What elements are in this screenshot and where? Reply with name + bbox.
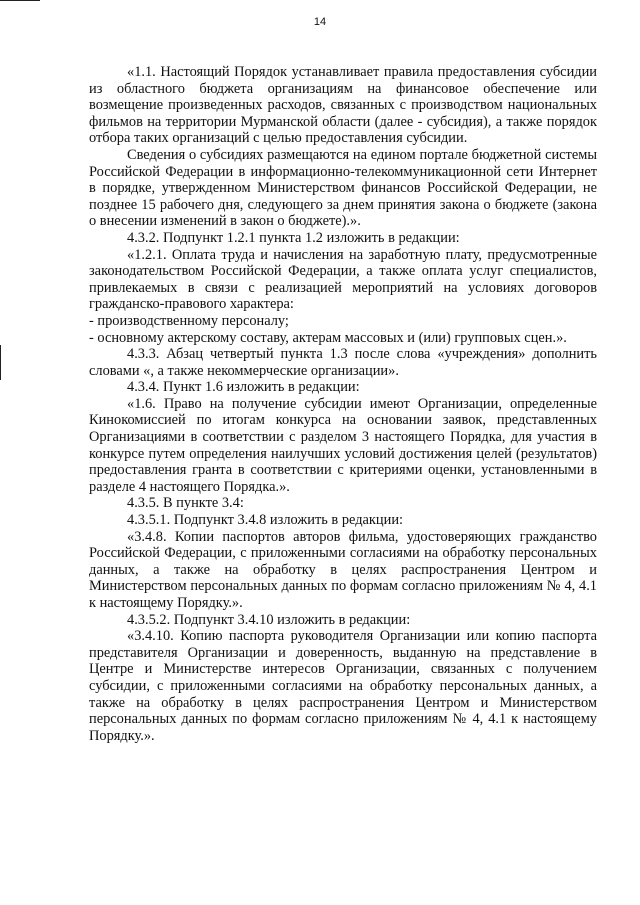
- paragraph-4-3-4: 4.3.4. Пункт 1.6 изложить в редакции:: [127, 379, 360, 396]
- paragraph-4-3-2: 4.3.2. Подпункт 1.2.1 пункта 1.2 изложить в редакции:: [127, 229, 460, 246]
- paragraph-subsidy-info: Сведения о субсидиях размещаются на едином портале бюджетной системы Российской Федерации в информационно-телекоммуникационной сети Интернет в порядке, утвержденном Министерством финансов Российской Федерации, не позднее 15 рабочего дня, следующего за днем принятия закона о бюджете (закона о внесении изменений в закон о бюджете).».: [89, 146, 597, 230]
- paragraph-1-6: «1.6. Право на получение субсидии имеют Организации, определенные Кинокомиссией по итогам конкурса на основании заявок, представленных Организациями в соответствии с разделом 3 настоящего Порядка, для участия в конкурсе путем определения наилучших условий достижения целей (результатов) предоставления гранта в соответствии с критериями оценки, установленными в разделе 4 настоящего Порядка.».: [89, 395, 597, 495]
- page-number: 14: [313, 16, 327, 28]
- paragraph-4-3-5-1: 4.3.5.1. Подпункт 3.4.8 изложить в редакции:: [127, 512, 404, 529]
- list-item-production-staff: - производственному персоналу;: [89, 312, 289, 329]
- paragraph-1-2-1: «1.2.1. Оплата труда и начисления на заработную плату, предусмотренные законодательством Российской Федерации, а также оплата услуг специалистов, привлекаемых в связи с реализацией мероприятий на условиях договоров гражданско-правового характера:: [89, 246, 597, 313]
- paragraph-4-3-5: 4.3.5. В пункте 3.4:: [127, 495, 244, 512]
- paragraph-3-4-10: «3.4.10. Копию паспорта руководителя Организации или копию паспорта представителя Организации и доверенность, выданную на представление в Центре и Министерстве интересов Организации, связанных с получением субсидии, с приложенными согласиями на обработку персональных данных, а также на обработку в целях распространения Центром и Министерством персональных данных по формам согласно приложениям № 4, 4.1 к настоящему Порядку.».: [89, 628, 597, 744]
- paragraph-3-4-8: «3.4.8. Копии паспортов авторов фильма, удостоверяющих гражданство Российской Федерации, с приложенными согласиями на обработку персональных данных, а также на обработку в целях распространения Центром и Министерством персональных данных по формам согласно приложениям № 4, 4.1 к настоящему Порядку.».: [89, 528, 597, 611]
- scan-artifact-top: [0, 0, 40, 1]
- list-item-main-cast: - основному актерскому составу, актерам массовых и (или) групповых сцен.».: [89, 329, 567, 346]
- paragraph-4-3-3: 4.3.3. Абзац четвертый пункта 1.3 после слова «учреждения» дополнить словами «, а также некоммерческие организации».: [89, 346, 597, 379]
- paragraph-1-1: «1.1. Настоящий Порядок устанавливает правила предоставления субсидии из областного бюджета организациям на финансовое обеспечение или возмещение произведенных расходов, связанных с производством национальных фильмов на территории Мурманской области (далее - субсидия), а также порядок отбора таких организаций с целью предоставления субсидии.: [89, 64, 597, 147]
- scan-artifact-left: [0, 345, 1, 380]
- document-body: [89, 64, 597, 744]
- paragraph-4-3-5-2: 4.3.5.2. Подпункт 3.4.10 изложить в редакции:: [127, 611, 411, 628]
